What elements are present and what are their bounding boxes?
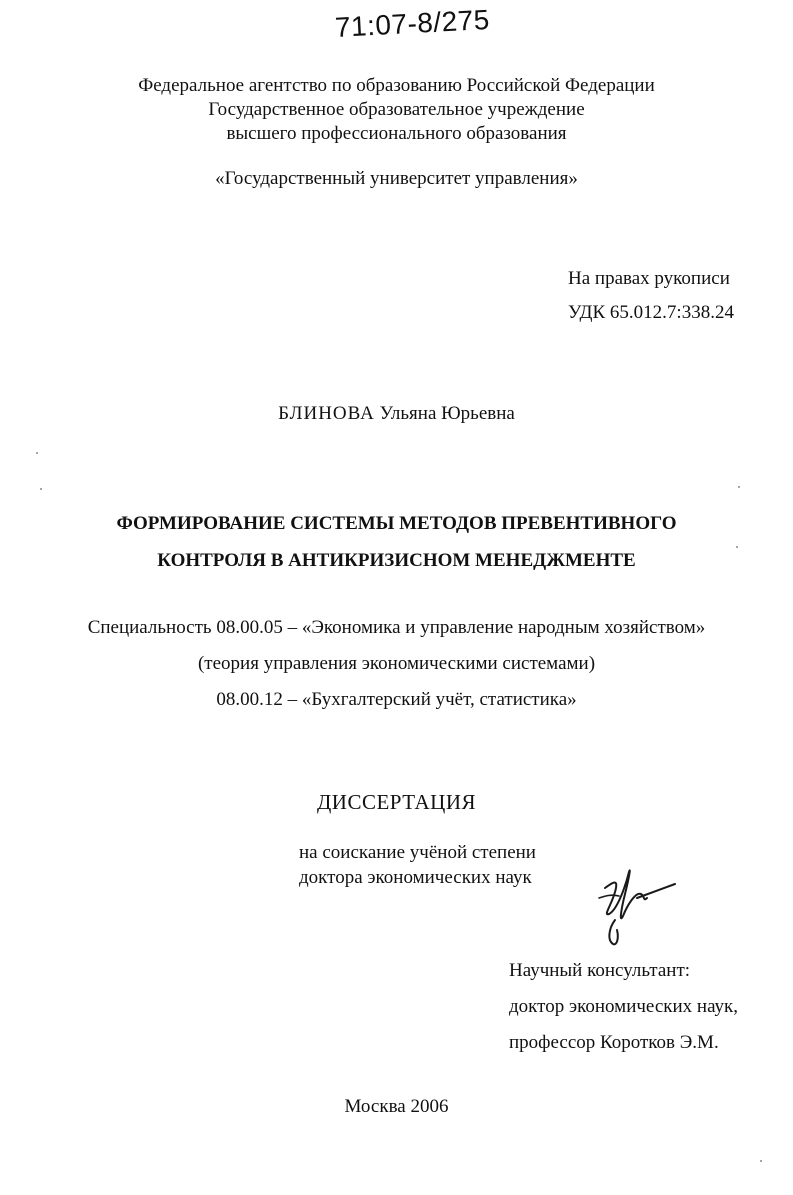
rights-note: На правах рукописи — [568, 268, 730, 289]
city-year: Москва 2006 — [344, 1096, 449, 1117]
author-given-names: Ульяна Юрьевна — [379, 403, 515, 424]
degree-line: на соискание учёной степени — [299, 842, 536, 863]
author-surname: БЛИНОВА — [278, 403, 375, 424]
title-line: КОНТРОЛЯ В АНТИКРИЗИСНОМ МЕНЕДЖМЕНТЕ — [157, 550, 636, 571]
university-name: «Государственный университет управления» — [215, 168, 578, 189]
manuscript-block — [568, 262, 734, 330]
archive-code: 71:07-8/275 — [334, 3, 491, 43]
scan-speck — [760, 1160, 762, 1162]
scan-speck — [738, 486, 740, 488]
agency-line: Государственное образовательное учреждение — [208, 99, 585, 120]
scan-speck — [36, 452, 38, 454]
title-line: ФОРМИРОВАНИЕ СИСТЕМЫ МЕТОДОВ ПРЕВЕНТИВНОГО — [116, 513, 677, 534]
agency-line: Федеральное агентство по образованию Российской Федерации — [138, 75, 655, 96]
specialty-line: (теория управления экономическими системами) — [197, 653, 596, 674]
agency-block — [0, 74, 793, 146]
consultant-label: Научный консультант: — [509, 960, 691, 981]
specialty-block — [0, 610, 793, 718]
udc-code: УДК 65.012.7:338.24 — [568, 302, 734, 323]
specialty-line: Специальность 08.00.05 – «Экономика и управление народным хозяйством» — [87, 617, 706, 638]
scan-speck — [40, 488, 42, 490]
degree-block — [299, 840, 536, 890]
agency-line: высшего профессионального образования — [226, 123, 567, 144]
consultant-block — [509, 953, 738, 1061]
consultant-name: профессор Коротков Э.М. — [509, 1032, 719, 1053]
document-type: ДИССЕРТАЦИЯ — [316, 790, 477, 814]
specialty-line: 08.00.12 – «Бухгалтерский учёт, статистика» — [216, 689, 577, 710]
signature-image — [585, 858, 695, 958]
consultant-degree: доктор экономических наук, — [509, 996, 739, 1017]
degree-line: доктора экономических наук — [299, 867, 532, 888]
scan-speck — [736, 546, 738, 548]
author-name — [0, 403, 793, 425]
dissertation-title — [0, 505, 793, 579]
